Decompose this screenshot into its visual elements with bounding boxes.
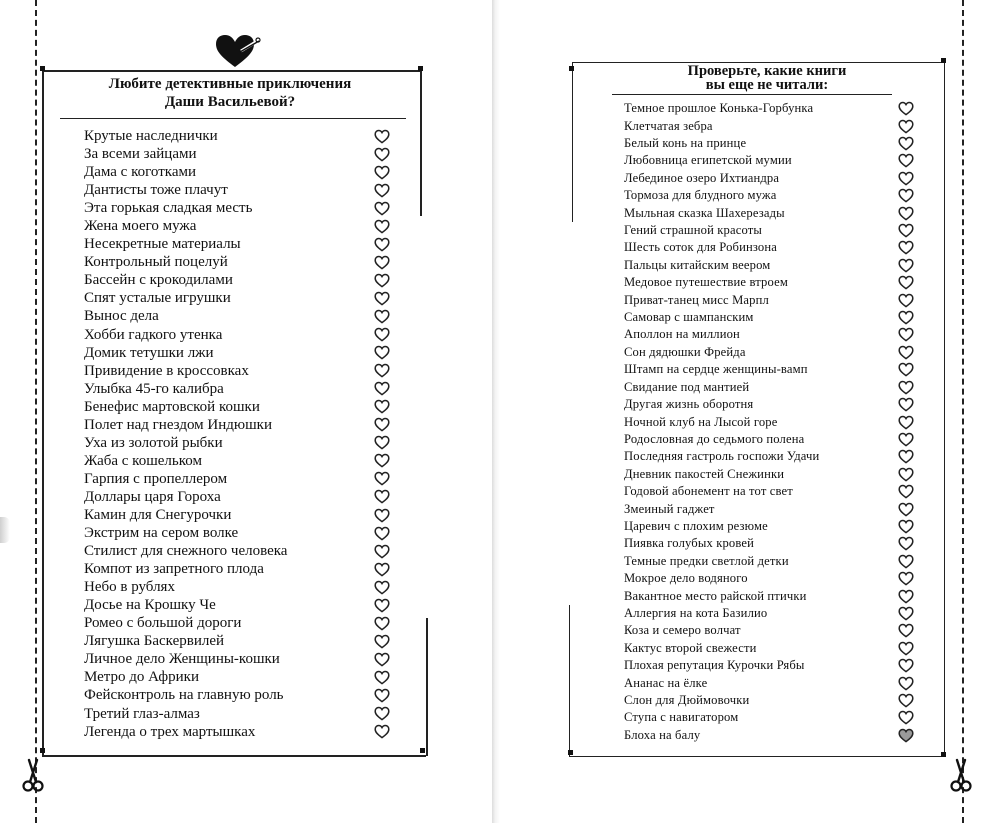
heart-outline-icon[interactable] bbox=[898, 484, 914, 499]
corner-ornament bbox=[568, 750, 573, 755]
heart-filled-icon[interactable] bbox=[898, 728, 914, 743]
book-list-item bbox=[84, 217, 390, 235]
book-list-item bbox=[624, 100, 914, 117]
heart-outline-icon[interactable] bbox=[898, 310, 914, 325]
book-list-item bbox=[624, 152, 914, 169]
book-title: Ромео с большой дороги bbox=[84, 615, 242, 632]
book-list-item bbox=[84, 362, 390, 380]
book-list-item bbox=[624, 570, 914, 587]
heart-outline-icon[interactable] bbox=[374, 309, 390, 324]
book-list-item bbox=[84, 398, 390, 416]
left-title-line-1: Любите детективные приключения bbox=[108, 76, 352, 92]
book-title: Блоха на балу bbox=[624, 727, 701, 742]
heart-outline-icon[interactable] bbox=[374, 327, 390, 342]
book-title: Фейсконтроль на главную роль bbox=[84, 687, 284, 704]
heart-outline-icon[interactable] bbox=[898, 710, 914, 725]
book-list-item bbox=[84, 271, 390, 289]
book-list-item bbox=[84, 614, 390, 632]
book-list-item bbox=[624, 413, 914, 430]
book-list-item bbox=[624, 674, 914, 691]
book-list-item bbox=[624, 535, 914, 552]
book-title: Гений страшной красоты bbox=[624, 223, 763, 238]
book-title: Лягушка Баскервилей bbox=[84, 633, 225, 650]
book-title: Медовое путешествие втроем bbox=[624, 275, 788, 290]
heart-outline-icon[interactable] bbox=[898, 101, 914, 116]
left-card-border-right-top bbox=[420, 70, 422, 216]
book-list-item bbox=[624, 170, 914, 187]
left-card-border-bottom bbox=[42, 755, 426, 757]
heart-outline-icon[interactable] bbox=[898, 188, 914, 203]
heart-outline-icon[interactable] bbox=[374, 417, 390, 432]
book-list-item bbox=[84, 380, 390, 398]
book-title: Родословная до седьмого полена bbox=[624, 431, 805, 446]
heart-outline-icon[interactable] bbox=[374, 706, 390, 721]
heart-outline-icon[interactable] bbox=[898, 432, 914, 447]
heart-outline-icon[interactable] bbox=[898, 153, 914, 168]
left-card-border-top bbox=[42, 70, 420, 72]
book-title: Эта горькая сладкая месть bbox=[84, 200, 253, 217]
heart-outline-icon[interactable] bbox=[374, 183, 390, 198]
heart-outline-icon[interactable] bbox=[898, 293, 914, 308]
book-list-item bbox=[624, 309, 914, 326]
corner-ornament bbox=[40, 66, 45, 71]
heart-outline-icon[interactable] bbox=[374, 165, 390, 180]
corner-ornament bbox=[418, 66, 423, 71]
book-list-item bbox=[84, 326, 390, 344]
book-title: Ананас на ёлке bbox=[624, 675, 708, 690]
book-list-item bbox=[624, 222, 914, 239]
book-list-item bbox=[84, 578, 390, 596]
heart-outline-icon[interactable] bbox=[374, 345, 390, 360]
heart-outline-icon[interactable] bbox=[898, 206, 914, 221]
book-list-item bbox=[624, 466, 914, 483]
book-title: Домик тетушки лжи bbox=[84, 344, 214, 361]
heart-outline-icon[interactable] bbox=[898, 275, 914, 290]
book-list-item bbox=[84, 542, 390, 560]
book-list-item bbox=[84, 199, 390, 217]
book-title: Камин для Снегурочки bbox=[84, 507, 232, 523]
heart-outline-icon[interactable] bbox=[898, 589, 914, 604]
heart-outline-icon[interactable] bbox=[898, 327, 914, 342]
heart-outline-icon[interactable] bbox=[898, 380, 914, 395]
book-list-item bbox=[624, 727, 914, 744]
book-title: Ступа с навигатором bbox=[624, 710, 739, 725]
book-list-item bbox=[624, 239, 914, 256]
book-list-item bbox=[624, 135, 914, 152]
heart-outline-icon[interactable] bbox=[898, 571, 914, 586]
book-list-item bbox=[84, 235, 390, 253]
book-list-item bbox=[624, 257, 914, 274]
left-card-border-left bbox=[42, 70, 44, 756]
heart-outline-icon[interactable] bbox=[374, 435, 390, 450]
book-list-item bbox=[84, 686, 390, 704]
book-list-item bbox=[84, 181, 390, 199]
heart-outline-icon[interactable] bbox=[898, 397, 914, 412]
book-title: Дантисты тоже плачут bbox=[84, 182, 228, 199]
book-list-item bbox=[84, 524, 390, 542]
scissors-icon bbox=[950, 758, 972, 792]
corner-ornament bbox=[569, 66, 574, 71]
book-title: Мокрое дело водяного bbox=[624, 571, 748, 586]
book-list-item bbox=[84, 596, 390, 614]
book-list-item bbox=[84, 506, 390, 524]
heart-outline-icon[interactable] bbox=[374, 652, 390, 667]
heart-outline-icon[interactable] bbox=[898, 415, 914, 430]
heart-outline-icon[interactable] bbox=[898, 658, 914, 673]
book-list-item bbox=[624, 657, 914, 674]
heart-outline-icon[interactable] bbox=[898, 641, 914, 656]
book-title: Привидение в кроссовках bbox=[84, 362, 249, 379]
heart-outline-icon[interactable] bbox=[374, 580, 390, 595]
heart-outline-icon[interactable] bbox=[374, 219, 390, 234]
book-title: Дама с коготками bbox=[84, 164, 196, 181]
left-title-underline bbox=[60, 118, 406, 119]
right-cut-line bbox=[962, 0, 964, 823]
book-list-item bbox=[624, 431, 914, 448]
heart-outline-icon[interactable] bbox=[898, 606, 914, 621]
heart-outline-icon[interactable] bbox=[374, 273, 390, 288]
left-book-list bbox=[84, 127, 390, 741]
heart-outline-icon[interactable] bbox=[898, 467, 914, 482]
book-list-item bbox=[84, 560, 390, 578]
book-title: Любовница египетской мумии bbox=[624, 153, 792, 168]
book-title: Тормоза для блудного мужа bbox=[624, 188, 777, 203]
book-title: Бассейн с крокодилами bbox=[84, 272, 233, 289]
book-title: Бенефис мартовской кошки bbox=[84, 398, 260, 415]
book-list-item bbox=[84, 253, 390, 271]
right-title-line-2: вы еще не читали: bbox=[705, 77, 829, 93]
book-title: Мыльная сказка Шахерезады bbox=[624, 205, 785, 220]
book-list-item bbox=[624, 553, 914, 570]
book-title: Плохая репутация Курочки Рябы bbox=[624, 658, 805, 673]
heart-outline-icon[interactable] bbox=[374, 489, 390, 504]
corner-ornament bbox=[941, 58, 946, 63]
book-title: Улыбка 45-го калибра bbox=[84, 380, 224, 397]
book-list-item bbox=[84, 705, 390, 723]
book-title: Самовар с шампанским bbox=[624, 310, 754, 325]
book-list-item bbox=[84, 452, 390, 470]
heart-outline-icon[interactable] bbox=[898, 362, 914, 377]
book-title: Слон для Дюймовочки bbox=[624, 693, 750, 708]
book-title: Контрольный поцелуй bbox=[84, 254, 228, 271]
heart-outline-icon[interactable] bbox=[374, 562, 390, 577]
book-list-item bbox=[624, 448, 914, 465]
corner-ornament bbox=[420, 748, 425, 753]
heart-outline-icon[interactable] bbox=[374, 363, 390, 378]
book-list-item bbox=[84, 470, 390, 488]
right-title-underline bbox=[612, 94, 892, 95]
book-list-item bbox=[84, 127, 390, 145]
heart-outline-icon[interactable] bbox=[374, 471, 390, 486]
book-list-item bbox=[84, 163, 390, 181]
heart-outline-icon[interactable] bbox=[374, 291, 390, 306]
book-list-item bbox=[624, 709, 914, 726]
book-title: Темные предки светлой детки bbox=[624, 553, 789, 568]
scissors-icon bbox=[22, 758, 44, 792]
book-title: Ночной клуб на Лысой горе bbox=[624, 414, 778, 429]
book-title: Приват-танец мисс Марпл bbox=[624, 292, 769, 307]
heart-outline-icon[interactable] bbox=[898, 676, 914, 691]
book-title: Гарпия с пропеллером bbox=[84, 470, 228, 487]
heart-outline-icon[interactable] bbox=[374, 598, 390, 613]
book-list-item bbox=[624, 291, 914, 308]
book-list-item bbox=[624, 640, 914, 657]
heart-outline-icon[interactable] bbox=[898, 536, 914, 551]
book-list-item bbox=[84, 723, 390, 741]
book-title: Кактус второй свежести bbox=[624, 640, 757, 655]
heart-outline-icon[interactable] bbox=[898, 119, 914, 134]
book-list-item bbox=[84, 434, 390, 452]
heart-outline-icon[interactable] bbox=[374, 147, 390, 162]
book-title: Личное дело Женщины-кошки bbox=[84, 651, 280, 668]
book-title: Темное прошлое Конька-Горбунка bbox=[624, 101, 814, 116]
heart-outline-icon[interactable] bbox=[374, 688, 390, 703]
book-title: Клетчатая зебра bbox=[624, 118, 713, 133]
heart-outline-icon[interactable] bbox=[374, 129, 390, 144]
book-title: Спят усталые игрушки bbox=[84, 290, 231, 307]
book-title: Полет над гнездом Индюшки bbox=[84, 416, 272, 433]
book-title: Досье на Крошку Че bbox=[84, 597, 216, 614]
book-title: Жаба с кошельком bbox=[84, 452, 202, 469]
heart-outline-icon[interactable] bbox=[374, 670, 390, 685]
left-title-line-2: Даши Васильевой? bbox=[164, 94, 296, 110]
heart-outline-icon[interactable] bbox=[374, 508, 390, 523]
book-list-item bbox=[624, 518, 914, 535]
heart-outline-icon[interactable] bbox=[898, 554, 914, 569]
book-title: Белый конь на принце bbox=[624, 136, 747, 151]
left-title bbox=[60, 75, 400, 111]
book-title: Экстрим на сером волке bbox=[84, 525, 239, 542]
right-title bbox=[612, 64, 922, 92]
heart-outline-icon[interactable] bbox=[374, 399, 390, 414]
heart-outline-icon[interactable] bbox=[374, 526, 390, 541]
heart-outline-icon[interactable] bbox=[898, 223, 914, 238]
book-list-item bbox=[624, 274, 914, 291]
book-list-item bbox=[624, 326, 914, 343]
book-list-item bbox=[624, 605, 914, 622]
book-title: Вакантное место райской птички bbox=[624, 588, 807, 603]
book-title: Доллары царя Гороха bbox=[84, 488, 221, 505]
book-title: Коза и семеро волчат bbox=[624, 623, 741, 638]
book-title: Царевич с плохим резюме bbox=[624, 518, 768, 533]
book-list-item bbox=[624, 622, 914, 639]
book-title: Метро до Африки bbox=[84, 669, 199, 686]
heart-outline-icon[interactable] bbox=[898, 693, 914, 708]
book-list-item bbox=[84, 668, 390, 686]
right-card-border-left-top bbox=[572, 62, 573, 222]
book-title: Хобби гадкого утенка bbox=[84, 326, 223, 343]
book-list-item bbox=[624, 344, 914, 361]
heart-outline-icon[interactable] bbox=[374, 381, 390, 396]
right-card-border-left-bottom bbox=[569, 605, 570, 757]
right-title-line-1: Проверьте, какие книги bbox=[687, 63, 847, 79]
book-title: Змеиный гаджет bbox=[624, 501, 715, 516]
book-list-item bbox=[84, 632, 390, 650]
book-title: Вынос дела bbox=[84, 308, 159, 325]
left-card-border-right-bottom bbox=[426, 618, 428, 756]
right-book-list bbox=[624, 100, 914, 744]
book-title: Последняя гастроль госпожи Удачи bbox=[624, 449, 820, 464]
heart-outline-icon[interactable] bbox=[374, 544, 390, 559]
heart-outline-icon[interactable] bbox=[374, 255, 390, 270]
book-list-item bbox=[624, 692, 914, 709]
heart-outline-icon[interactable] bbox=[898, 171, 914, 186]
heart-outline-icon[interactable] bbox=[374, 634, 390, 649]
book-title: За всеми зайцами bbox=[84, 146, 197, 163]
heart-pin-logo-icon bbox=[213, 33, 261, 69]
heart-outline-icon[interactable] bbox=[898, 449, 914, 464]
heart-outline-icon[interactable] bbox=[374, 724, 390, 739]
book-list-item bbox=[624, 204, 914, 221]
page-edge-shadow bbox=[0, 517, 10, 543]
heart-outline-icon[interactable] bbox=[374, 201, 390, 216]
book-title: Уха из золотой рыбки bbox=[84, 434, 223, 451]
book-title: Пальцы китайским веером bbox=[624, 257, 771, 272]
book-list-item bbox=[84, 307, 390, 325]
book-list-item bbox=[624, 117, 914, 134]
book-list-item bbox=[84, 145, 390, 163]
left-cut-line bbox=[35, 0, 37, 823]
book-title: Несекретные материалы bbox=[84, 236, 241, 253]
heart-outline-icon[interactable] bbox=[374, 237, 390, 252]
heart-outline-icon[interactable] bbox=[374, 453, 390, 468]
book-list-item bbox=[84, 416, 390, 434]
heart-outline-icon[interactable] bbox=[898, 258, 914, 273]
book-list-item bbox=[84, 344, 390, 362]
heart-outline-icon[interactable] bbox=[898, 623, 914, 638]
book-list-item bbox=[84, 289, 390, 307]
heart-outline-icon[interactable] bbox=[898, 345, 914, 360]
heart-outline-icon[interactable] bbox=[374, 616, 390, 631]
book-title: Годовой абонемент на тот свет bbox=[624, 484, 793, 499]
book-title: Стилист для снежного человека bbox=[84, 543, 288, 560]
book-title: Жена моего мужа bbox=[84, 218, 197, 235]
book-list-item bbox=[624, 483, 914, 500]
book-title: Лебединое озеро Ихтиандра bbox=[624, 170, 780, 185]
heart-outline-icon[interactable] bbox=[898, 519, 914, 534]
book-title: Аполлон на миллион bbox=[624, 327, 740, 342]
right-card-border-right bbox=[944, 62, 945, 757]
book-list-item bbox=[624, 500, 914, 517]
book-title: Компот из запретного плода bbox=[84, 561, 264, 578]
book-title: Свидание под мантией bbox=[624, 379, 750, 394]
book-title: Другая жизнь оборотня bbox=[624, 397, 754, 412]
book-list-item bbox=[624, 379, 914, 396]
book-spine-shadow bbox=[492, 0, 500, 823]
right-card-border-bottom bbox=[569, 756, 945, 757]
book-title: Третий глаз-алмаз bbox=[84, 705, 200, 722]
heart-outline-icon[interactable] bbox=[898, 136, 914, 151]
book-list-item bbox=[84, 488, 390, 506]
book-title: Шесть соток для Робинзона bbox=[624, 240, 777, 255]
heart-outline-icon[interactable] bbox=[898, 240, 914, 255]
book-list-item bbox=[624, 396, 914, 413]
book-title: Штамп на сердце женщины-вамп bbox=[624, 362, 808, 377]
book-list-item bbox=[624, 187, 914, 204]
book-list-item bbox=[84, 650, 390, 668]
corner-ornament bbox=[941, 752, 946, 757]
book-list-item bbox=[624, 587, 914, 604]
book-title: Крутые наследнички bbox=[84, 128, 218, 145]
corner-ornament bbox=[40, 748, 45, 753]
book-title: Пиявка голубых кровей bbox=[624, 536, 755, 551]
book-title: Дневник пакостей Снежинки bbox=[624, 466, 785, 481]
book-list-item bbox=[624, 361, 914, 378]
book-title: Аллергия на кота Базилио bbox=[624, 605, 768, 620]
book-title: Легенда о трех мартышках bbox=[84, 723, 256, 740]
heart-outline-icon[interactable] bbox=[898, 502, 914, 517]
book-title: Сон дядюшки Фрейда bbox=[624, 344, 746, 359]
book-title: Небо в рублях bbox=[84, 579, 175, 596]
